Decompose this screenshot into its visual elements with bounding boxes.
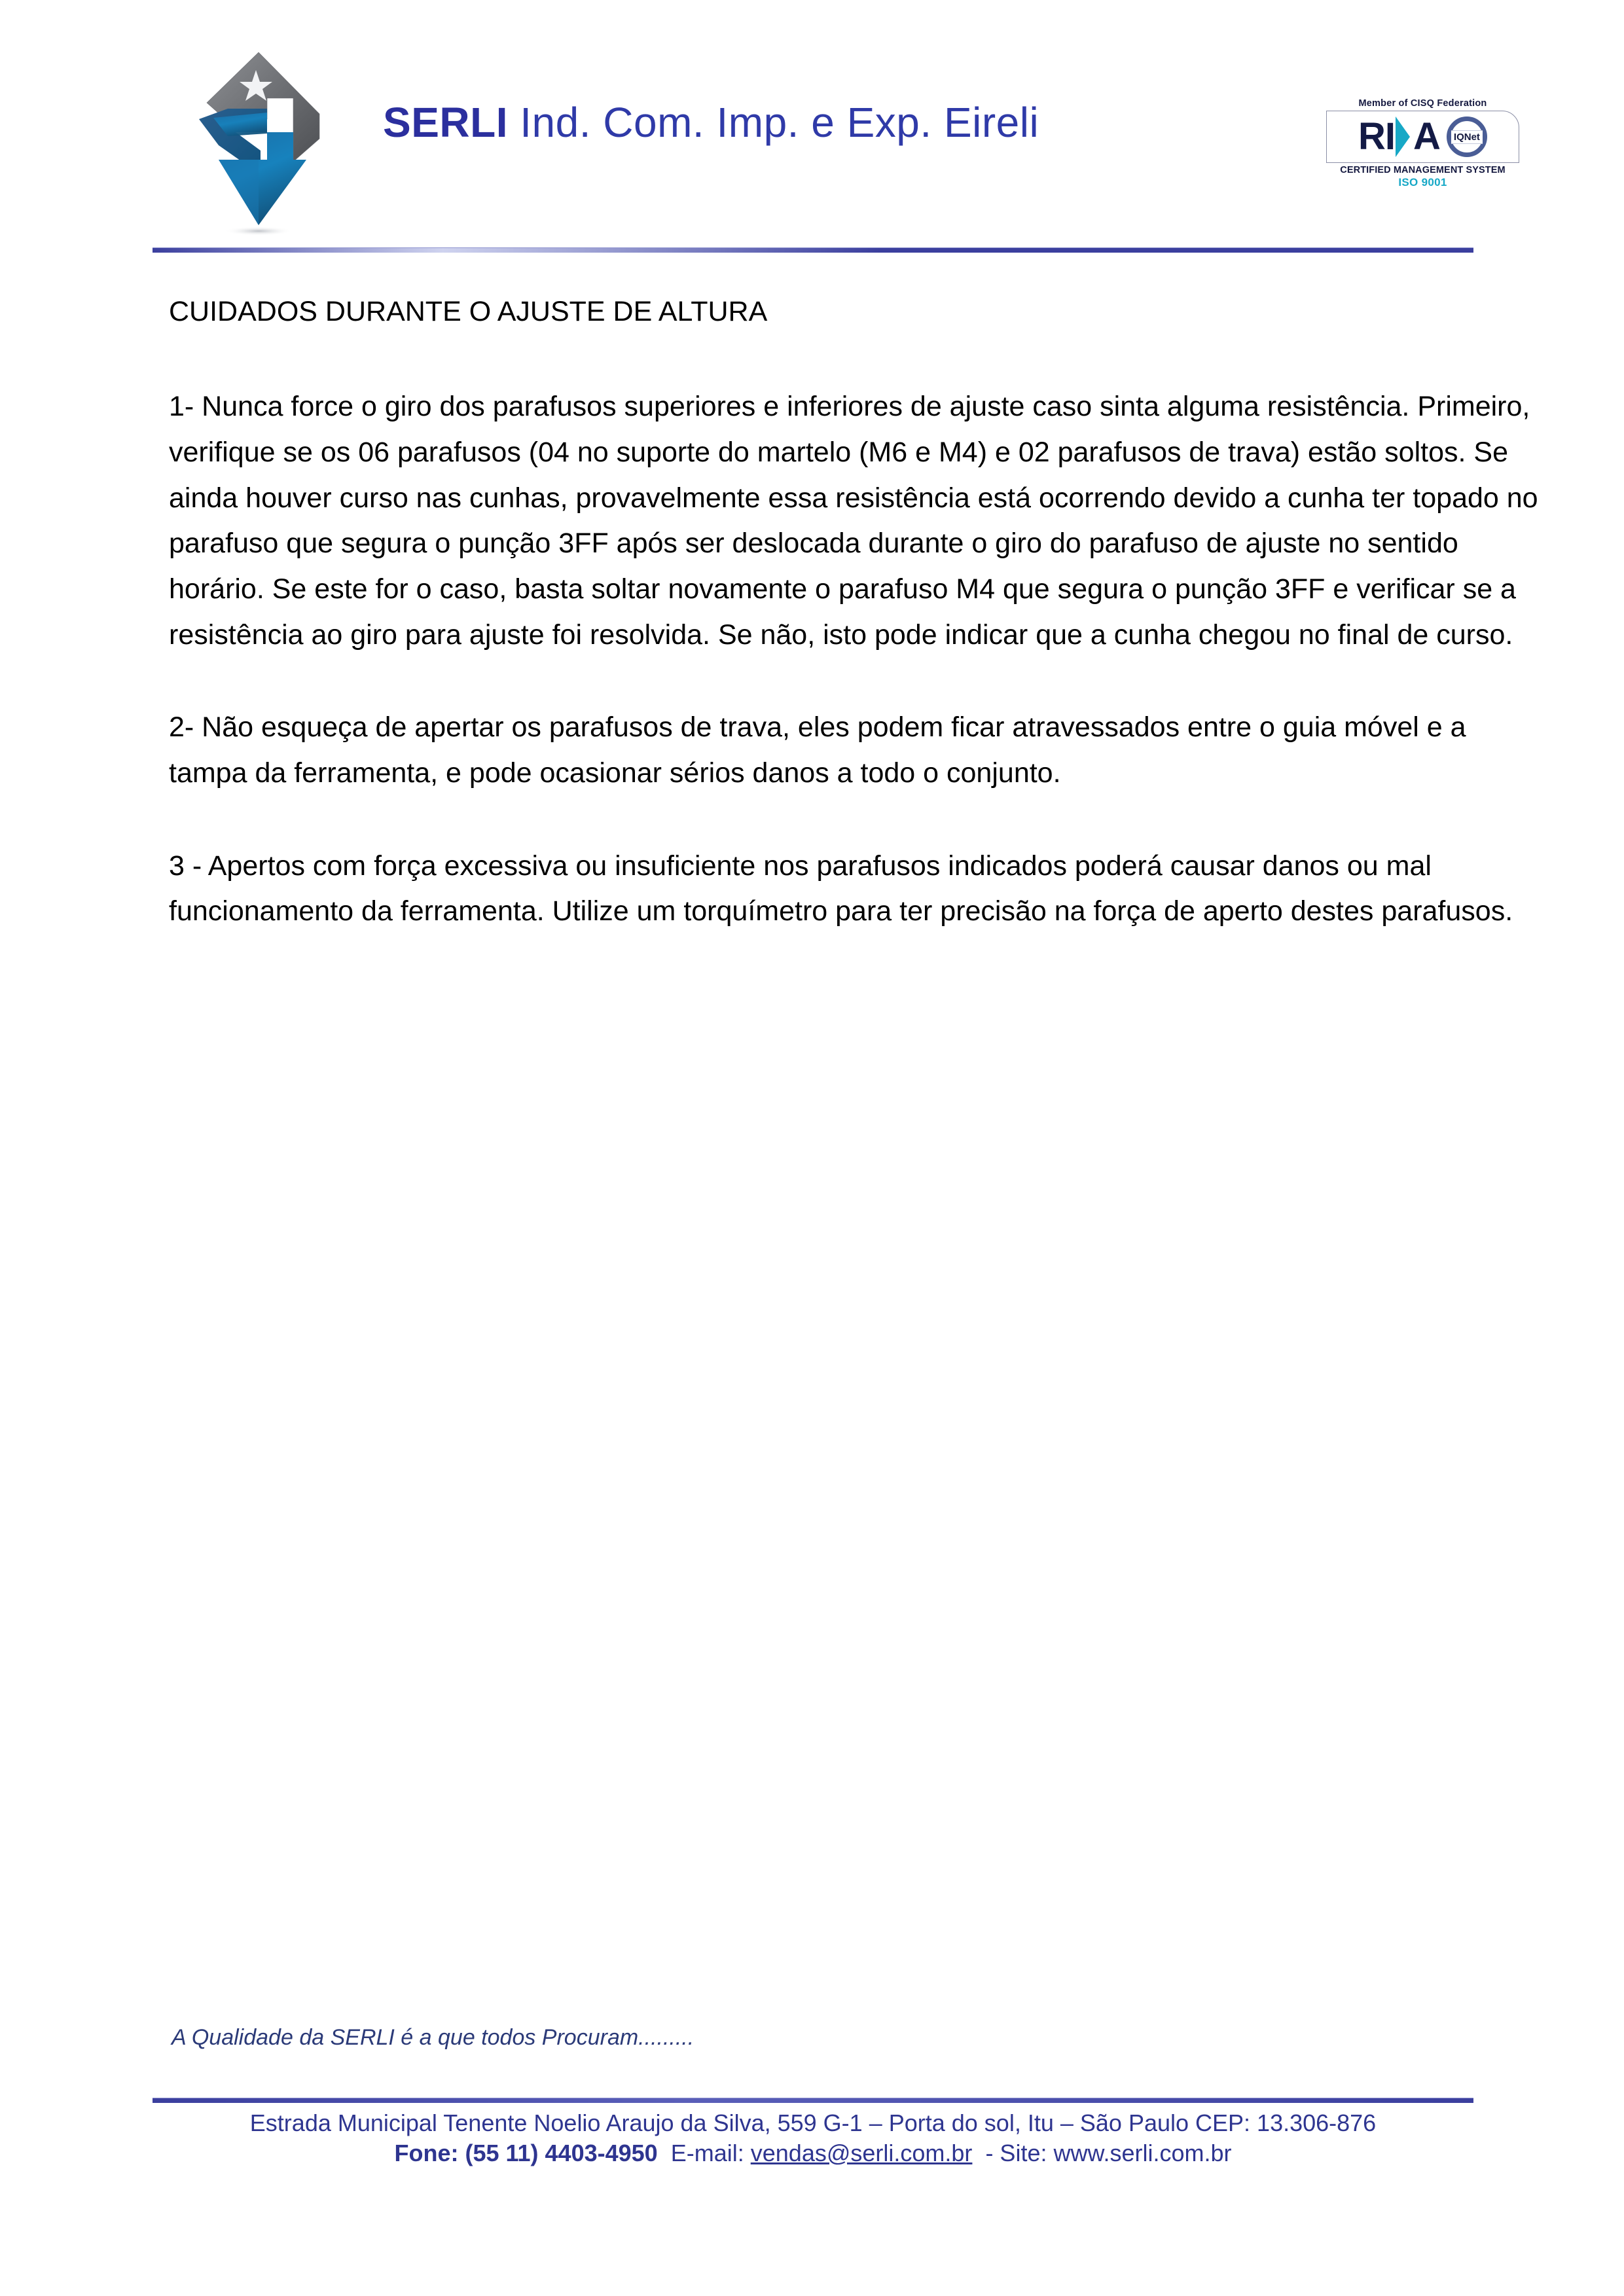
spacer	[169, 797, 1543, 844]
rina-letters-ri: RI	[1358, 115, 1396, 158]
rina-wedge-icon	[1396, 117, 1413, 157]
spacer	[169, 658, 1543, 705]
cert-mark-box	[1326, 111, 1519, 163]
paragraph-3: 3 - Apertos com força excessiva ou insuficiente nos parafusos indicados poderá causar danos ou mal funcionamento da ferramenta. Utilize um torquímetro para ter precisão na força de aperto destes parafusos.	[169, 850, 1513, 927]
brand-suffix: Ind. Com. Imp. e Exp. Eireli	[507, 99, 1039, 146]
footer-divider	[153, 2098, 1473, 2103]
footer-contact-line	[153, 2139, 1473, 2168]
iqnet-seal-label: IQNet	[1451, 130, 1483, 144]
footer-email-link[interactable]: vendas@serli.com.br	[750, 2139, 973, 2166]
footer-phone: Fone: (55 11) 4403-4950	[394, 2139, 658, 2166]
footer-tagline: A Qualidade da SERLI é a que todos Procuram.........	[171, 2025, 695, 2050]
page-header	[0, 0, 1624, 262]
header-divider	[153, 247, 1473, 253]
brand-name: SERLI	[383, 99, 508, 146]
paragraph-1: 1- Nunca force o giro dos parafusos superiores e inferiores de ajuste caso sinta alguma resistência. Primeiro, verifique se os 06 parafusos (04 no suporte do martelo (M6 e M4) e 02 parafusos de trava) estão soltos. Se ainda houver curso nas cunhas, provavelmente essa resistência está ocorrendo devido a cunha ter topado no parafuso que segura o punção 3FF após ser deslocada durante o giro do parafuso de ajuste no sentido horário. Se este for o caso, basta soltar novamente o parafuso M4 que segura o punção 3FF e verificar se a resistência ao giro para ajuste foi resolvida. Se não, isto pode indicar que a cunha chegou no final de curso.	[169, 391, 1538, 651]
cert-member-text: Member of CISQ Federation	[1358, 98, 1487, 109]
rina-letters-a: A	[1413, 115, 1440, 158]
cert-standard-text: ISO 9001	[1398, 176, 1447, 188]
certification-badge	[1326, 98, 1519, 189]
rina-logo-icon	[1358, 117, 1440, 157]
brand-title	[383, 98, 1039, 147]
serli-diamond-arrow-logo-icon	[189, 41, 329, 237]
footer-email-label: E-mail:	[670, 2139, 744, 2166]
document-body	[169, 296, 1543, 935]
page-title: CUIDADOS DURANTE O AJUSTE DE ALTURA	[169, 296, 768, 327]
footer-address: Estrada Municipal Tenente Noelio Araujo da Silva, 559 G-1 – Porta do sol, Itu – São Paulo CEP: 13.306-876	[249, 2109, 1377, 2136]
footer-site: - Site: www.serli.com.br	[985, 2139, 1232, 2166]
footer-contact-block	[153, 2109, 1473, 2168]
iqnet-seal-icon	[1447, 117, 1487, 157]
cert-system-text: CERTIFIED MANAGEMENT SYSTEM	[1340, 165, 1506, 175]
spacer	[169, 328, 1543, 384]
paragraph-2: 2- Não esqueça de apertar os parafusos de trava, eles podem ficar atravessados entre o guia móvel e a tampa da ferramenta, e pode ocasionar sérios danos a todo o conjunto.	[169, 711, 1466, 789]
